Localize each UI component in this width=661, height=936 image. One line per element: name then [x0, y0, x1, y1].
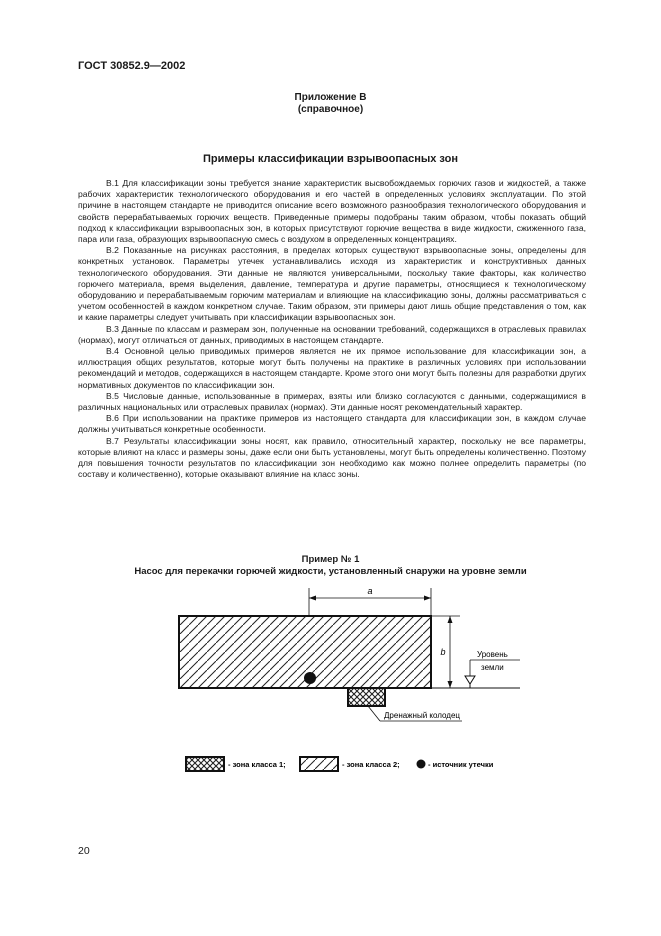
paragraph-b4: В.4 Основной целью приводимых примеров является не их прямое использование для классификации зон, а иллюстрация общих результатов, которые могут быть получены на практике в различных условиях при использовании рекомендаций и методов, содержащихся в настоящем стандарте. Кроме этого они могут быть полезны для разработки других нормативных документов по классификации зон. [78, 346, 586, 390]
paragraph-b5: В.5 Числовые данные, использованные в примерах, взяты или близко согласуются с данными, содержащимися в различных национальных или отраслевых правилах (нормах). Эти данные носят рекомендательный характер. [78, 390, 586, 413]
body-text [78, 178, 586, 480]
doc-code-header: ГОСТ 30852.9—2002 [78, 60, 186, 72]
page-number: 20 [78, 845, 90, 857]
paragraph-b3: В.3 Данные по классам и размерам зон, полученные на основании требований, содержащихся в отраслевых правилах (нормах), могут отличаться от данных, приводимых в настоящем стандарте. [78, 323, 586, 345]
drain-well-label: Дренажный колодец [384, 711, 460, 720]
pump-zone-diagram [0, 580, 661, 780]
paragraph-b7: В.7 Результаты классификации зоны носят, как правило, относительный характер, поскольку не все параметры, которые влияют на класс и размеры зоны, даже если они быть установлены, могут быть определены количественно. Поэтому для повышения точности результатов по классификации зон необходимо как можно полнее определить параметры (по составу и количественно), которые оказывают влияние на класс зоны. [78, 435, 586, 480]
paragraph-b6: В.6 При использовании на практике примеров из настоящего стандарта для классификации зон, в каждом случае должны учитываться конкретные особенности. [78, 413, 586, 435]
zone-class1-drain-well [348, 688, 385, 706]
legend-source-icon [417, 760, 426, 769]
ground-level-marker-icon [465, 676, 475, 684]
example-number: Пример № 1 [301, 554, 360, 565]
dim-a-label: a [367, 586, 373, 596]
example-caption: Насос для перекачки горючей жидкости, установленный снаружи на уровне земли [134, 566, 527, 577]
appendix-subtitle: (справочное) [297, 104, 364, 115]
ground-label-line1: Уровень [477, 650, 508, 659]
legend-class2-label: - зона класса 2; [342, 760, 400, 769]
paragraph-b2: В.2 Показанные на рисунках расстояния, в пределах которых существуют взрывоопасные зоны, определены для конкретных установок. Параметры утечек устанавливались исходя из характеристик и конструктивных данных технологического оборудования. Эти данные не являются универсальными, поскольку такие факторы, как количество горючего материала, время выделения, давление, температура и другие параметры, относящиеся к технологическому оборудованию и перерабатываемым горючим материалам и влияющие на классификацию зоны, должны рассматриваться с учетом особенностей в каждом конкретном случае. Таким образом, эти примеры дают лишь общие представления о том, как и какие параметры следует учитывать при классификации взрывоопасных зон. [78, 245, 586, 323]
ground-label-line2: земли [481, 663, 504, 672]
legend-class2-swatch [300, 757, 338, 771]
legend-source-label: - источник утечки [428, 760, 494, 769]
section-title: Примеры классификации взрывоопасных зон [203, 153, 458, 165]
legend-class1-label: - зона класса 1; [228, 760, 286, 769]
paragraph-b1: В.1 Для классификации зоны требуется знание характеристик высвобождаемых горючих газов и жидкостей, а также рабочих характеристик технологического оборудования и его частей в определенных условиях эксплуатации. По этой причине в настоящем стандарте не приводится описание всего возможного разнообразия технологического оборудования и свойств перерабатываемых горючих веществ. Приведенные примеры подобраны таким образом, чтобы показать общий подход к классификации взрывоопасных зон, в которых присутствуют горючие вещества в виде жидкости, сжиженного газа, пара или газа, образующих взрывоопасную смесь с воздухом в определенных концентрациях. [78, 178, 586, 245]
dimension-b [431, 616, 460, 688]
legend-class1-swatch [186, 757, 224, 771]
drain-leader-line [368, 706, 380, 721]
figure-legend [186, 757, 494, 771]
dim-b-label: b [440, 647, 446, 657]
leak-source-icon [304, 672, 316, 684]
appendix-title: Приложение В [294, 92, 367, 103]
dimension-a [309, 586, 431, 616]
